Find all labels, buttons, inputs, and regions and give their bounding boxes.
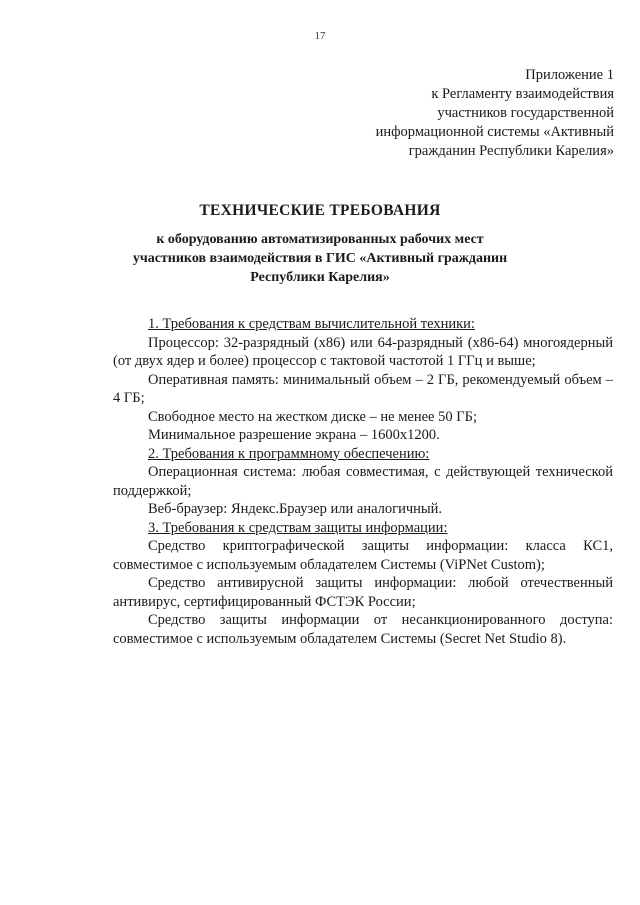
requirement-browser: Веб-браузер: Яндекс.Браузер или аналогичный. <box>148 501 443 517</box>
appendix-line: к Регламенту взаимодействия <box>431 86 614 102</box>
requirement-ram: Оперативная память: минимальный объем – 2 ГБ, рекомендуемый объем – 4 ГБ; <box>113 371 613 406</box>
requirement-screen: Минимальное разрешение экрана – 1600x1200. <box>148 427 440 443</box>
appendix-note <box>376 66 614 161</box>
title-block <box>0 200 640 287</box>
requirement-access-control: Средство защиты информации от несанкционированного доступа: совместимое с используемым обладателем Системы (Secret Net Studio 8). <box>113 612 613 647</box>
requirements-body <box>113 315 613 648</box>
subtitle-line: Республики Карелия» <box>250 270 390 285</box>
requirement-antivirus: Средство антивирусной защиты информации: любой отечественный антивирус, сертифицированный ФСТЭК России; <box>113 575 613 610</box>
subtitle-line: участников взаимодействия в ГИС «Активный гражданин <box>132 251 508 266</box>
document-subtitle <box>0 230 640 287</box>
document-title: ТЕХНИЧЕСКИЕ ТРЕБОВАНИЯ <box>199 202 441 219</box>
section-heading-hardware: 1. Требования к средствам вычислительной техники: <box>148 316 475 332</box>
appendix-line: гражданин Республики Карелия» <box>408 143 614 159</box>
appendix-line: участников государственной <box>437 105 614 121</box>
requirement-disk: Свободное место на жестком диске – не менее 50 ГБ; <box>148 408 477 425</box>
page-number: 17 <box>314 30 326 42</box>
requirement-processor: Процессор: 32-разрядный (x86) или 64-разрядный (x86-64) многоядерный (от двух ядер и более) процессор с тактовой частотой 1 ГГц и выше; <box>113 334 613 369</box>
section-heading-software: 2. Требования к программному обеспечению: <box>148 445 430 462</box>
requirement-crypto: Средство криптографической защиты информации: класса КС1, совместимое с используемым обладателем Системы (ViPNet Custom); <box>113 538 613 573</box>
section-heading-security: 3. Требования к средствам защиты информации: <box>148 519 448 536</box>
subtitle-line: к оборудованию автоматизированных рабочих мест <box>156 232 484 247</box>
appendix-line: Приложение 1 <box>525 67 614 83</box>
requirement-os: Операционная система: любая совместимая, с действующей технической поддержкой; <box>113 464 613 499</box>
appendix-line: информационной системы «Активный <box>375 124 614 140</box>
